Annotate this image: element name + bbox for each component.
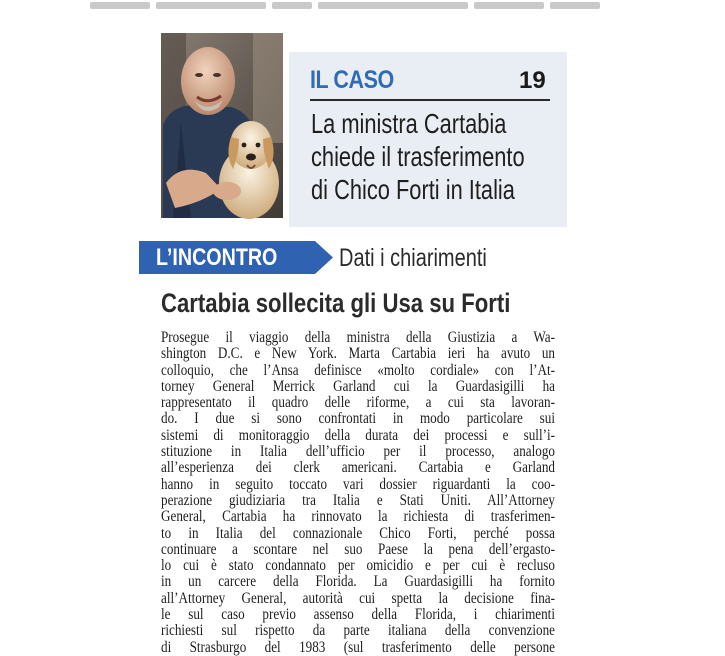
teaser-kicker: IL CASO	[310, 66, 394, 94]
article-body-line: perazione giudiziaria tra Italia e Stati Uniti. All’Attorney	[161, 491, 555, 509]
article-body-line: stituzione in Italia dell’ufficio per il processo, analogo	[161, 443, 555, 461]
article-body-line: colloquio, che l’Ansa definisce «molto cordiale» con l’At-	[161, 361, 555, 379]
section-subtitle: Dati i chiarimenti	[339, 244, 487, 272]
teaser-headline-line: La ministra Cartabia	[311, 108, 507, 139]
article-body-line: torney General Merrick Garland cui la Guardasigilli ha	[161, 377, 555, 395]
article-body-line: General, Cartabia ha rinnovato la richiesta di trasferimen-	[161, 508, 555, 526]
article-body-line: lo cui è stato condannato per omicidio e per cui è recluso	[161, 557, 555, 575]
teaser-headline-line: di Chico Forti in Italia	[311, 174, 515, 205]
photo-man-with-dog	[161, 33, 283, 218]
article-body-line: all’Attorney General, autorità cui spetta la decisione fina-	[161, 589, 555, 607]
article-body-line: to in Italia del connazionale Chico Forti, perché possa	[161, 524, 555, 542]
section-label: L’INCONTRO	[156, 244, 278, 271]
article-body-line: shington D.C. e New York. Marta Cartabia ieri ha avuto un	[161, 345, 555, 363]
article-body-line: di Strasburgo del 1983 (sul trasferimento delle persone	[161, 638, 555, 656]
torn-masthead-fragment	[90, 0, 650, 6]
teaser-page-number: 19	[519, 67, 546, 94]
article-body-line: Prosegue il viaggio della ministra della Giustizia a Wa-	[161, 329, 555, 346]
article-body-line: continuare a scontare nel suo Paese la pena dell’ergasto-	[161, 540, 555, 558]
article-headline: Cartabia sollecita gli Usa su Forti	[161, 288, 511, 318]
article-body	[161, 330, 555, 656]
article-body-line: do. I due si sono confrontati in modo particolare sui	[161, 410, 555, 428]
teaser-divider	[310, 99, 550, 101]
article-body-line: le sul caso previo assenso della Florida, i chiarimenti	[161, 606, 555, 624]
article-body-line: hanno in seguito toccato vari dossier riguardanti la coo-	[161, 475, 555, 493]
teaser-headline	[311, 107, 568, 206]
teaser-headline-line: chiede il trasferimento	[311, 141, 525, 172]
article-body-line: richiesti sul rispetto da parte italiana della convenzione	[161, 622, 555, 640]
article-body-line: all’esperienza dei clerk americani. Cartabia e Garland	[161, 459, 555, 477]
article-body-line: in un carcere della Florida. La Guardasigilli ha fornito	[161, 573, 555, 591]
article-body-line: rappresentato il quadro delle riforme, a cui sta lavoran-	[161, 394, 555, 412]
article-body-line: sistemi di monitoraggio della durata dei processi e sull’i-	[161, 426, 555, 444]
